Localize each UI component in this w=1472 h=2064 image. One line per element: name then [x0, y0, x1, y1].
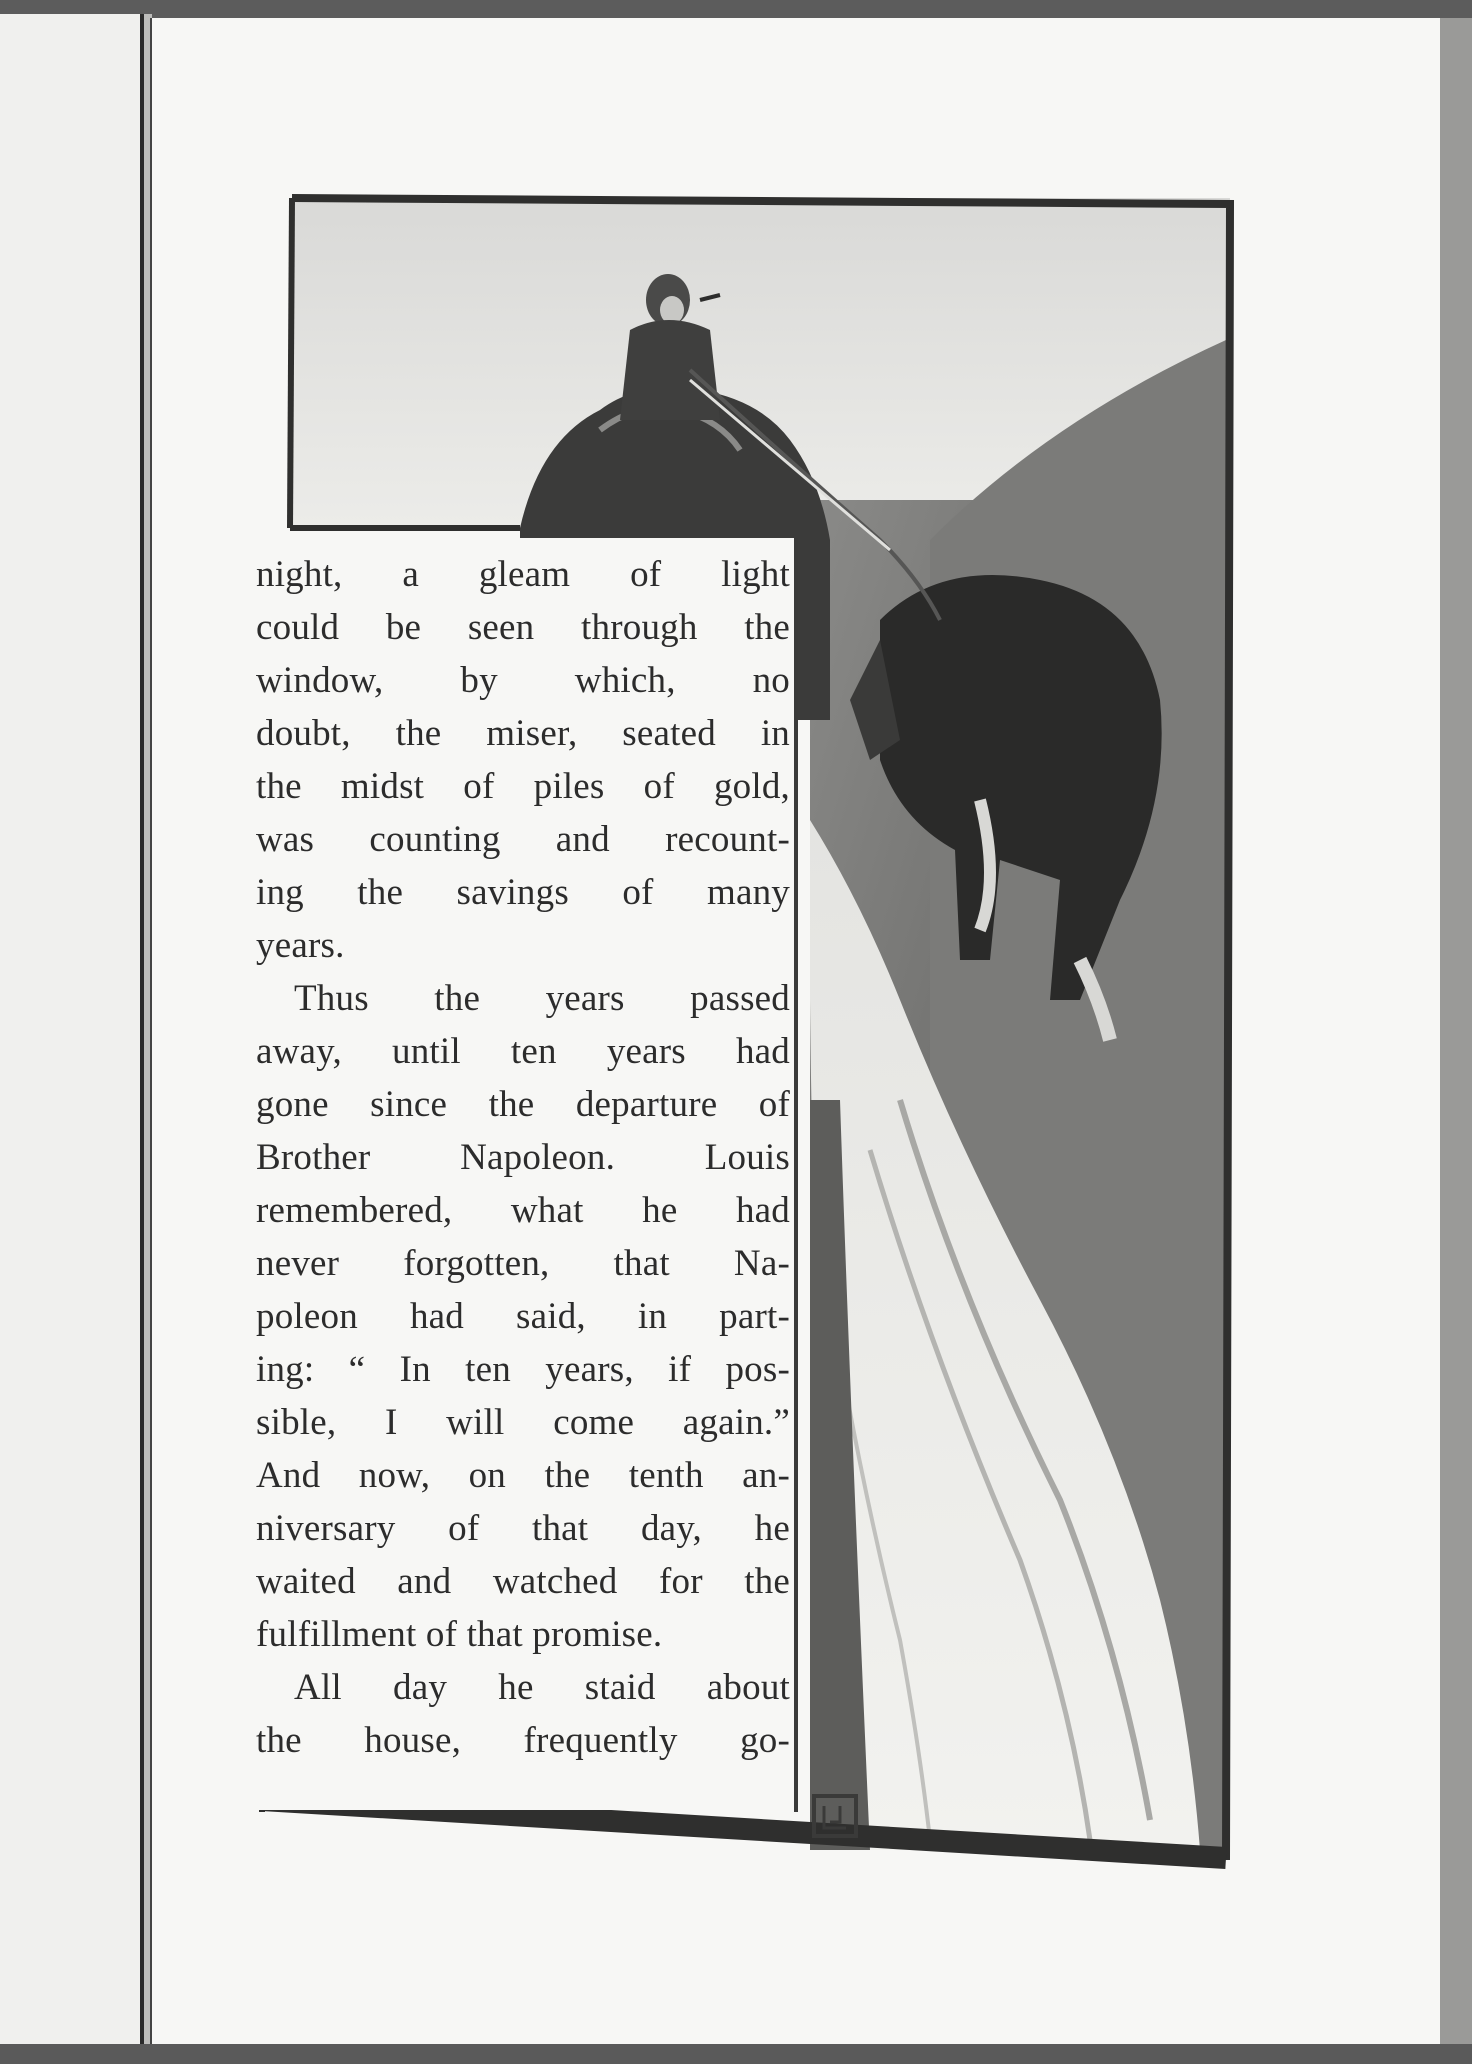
text-line: waited and watched for the [256, 1561, 790, 1602]
text-line: was counting and recount- [256, 819, 790, 860]
text-line: window, by which, no [256, 660, 790, 701]
text-line: the house, frequently go- [256, 1720, 790, 1761]
text-line: could be seen through the [256, 607, 790, 648]
text-line: gone since the departure of [256, 1084, 790, 1125]
text-line: niversary of that day, he [256, 1508, 790, 1549]
text-line: night, a gleam of light [256, 554, 790, 595]
text-line: ing: “ In ten years, if pos- [256, 1349, 790, 1390]
text-line: doubt, the miser, seated in [256, 713, 790, 754]
text-line: never forgotten, that Na- [256, 1243, 790, 1284]
paragraph-1 [256, 548, 790, 972]
text-line: All day he staid about [294, 1667, 790, 1708]
text-line: remembered, what he had [256, 1190, 790, 1231]
paragraph-2 [256, 972, 790, 1661]
text-line: Thus the years passed [294, 978, 790, 1019]
text-line: sible, I will come again.” [256, 1402, 790, 1443]
text-line: ing the savings of many [256, 872, 790, 913]
text-line: poleon had said, in part- [256, 1296, 790, 1337]
text-line: years. [256, 925, 345, 966]
body-text [256, 548, 790, 1767]
text-line: And now, on the tenth an- [256, 1455, 790, 1496]
text-line: fulfillment of that promise. [256, 1614, 663, 1655]
text-line: Brother Napoleon. Louis [256, 1137, 790, 1178]
text-line: the midst of piles of gold, [256, 766, 790, 807]
text-line: away, until ten years had [256, 1031, 790, 1072]
paragraph-3 [256, 1661, 790, 1767]
